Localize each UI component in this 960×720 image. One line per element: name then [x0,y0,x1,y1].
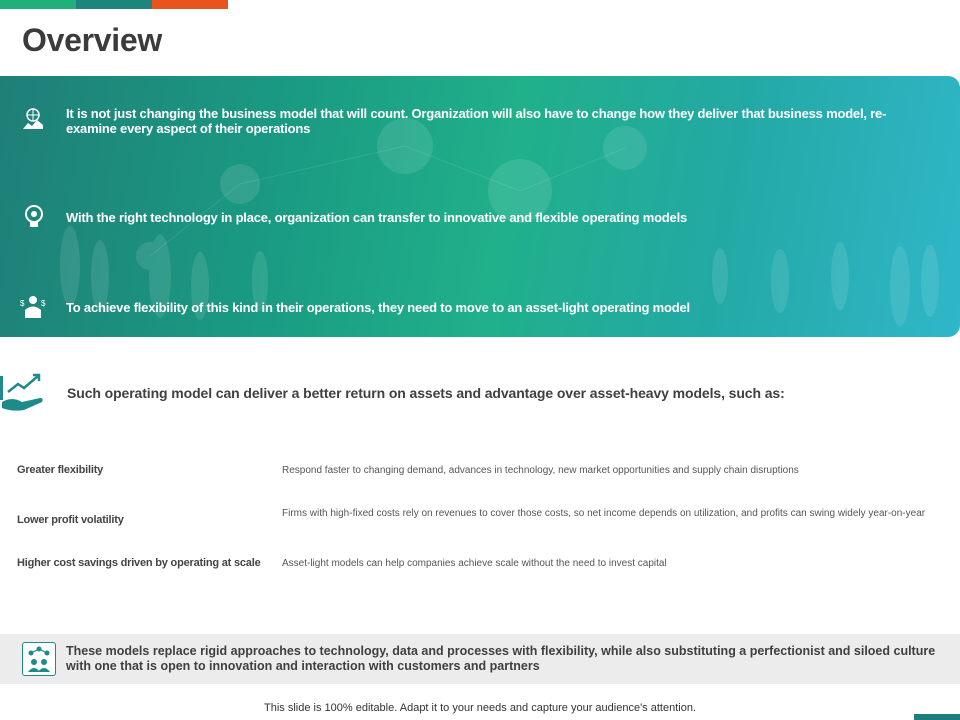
accent-bar [0,0,228,9]
benefit-label: Lower profit volatility [17,514,124,526]
benefit-label: Higher cost savings driven by operating at scale [17,557,261,569]
banner-item-text: With the right technology in place, organization can transfer to innovative and flexible operating models [66,210,688,225]
page-title: Overview [22,22,162,58]
svg-text:$: $ [41,299,46,308]
svg-text:$: $ [20,299,25,308]
accent-segment-orange [152,0,228,9]
benefit-description: Asset-light models can help companies achieve scale without the need to invest capital [282,558,667,569]
lead-statement: Such operating model can deliver a better return on assets and advantage over asset-heavy models, such as: [67,385,785,401]
growth-hand-icon [0,372,46,416]
person-money-icon [20,294,46,320]
editable-note: This slide is 100% editable. Adapt it to your needs and capture your audience's attention. [264,702,696,714]
overview-banner [0,76,960,337]
globe-chart-icon [20,106,46,132]
corner-accent [914,714,960,720]
banner-item-text: To achieve flexibility of this kind in their operations, they need to move to an asset-light operating model [66,300,690,315]
team-network-icon [22,642,56,676]
accent-segment-green [0,0,76,9]
banner-item-text: It is not just changing the business model that will count. Organization will also have to change how they deliver that business model, re-examine every aspect of their operations [66,106,887,136]
benefit-description: Respond faster to changing demand, advances in technology, new market opportunities and supply chain disruptions [282,465,799,476]
bulb-gear-icon [20,204,46,230]
benefit-label: Greater flexibility [17,464,104,476]
summary-text: These models replace rigid approaches to technology, data and processes with flexibility, while also substituting a perfectionist and siloed culture with one that is open to innovation and interaction with customers and partners [66,644,936,673]
benefit-description: Firms with high-fixed costs rely on revenues to cover those costs, so net income depends on utilization, and profits can swing widely year-on-year [282,508,926,519]
accent-segment-teal [76,0,152,9]
